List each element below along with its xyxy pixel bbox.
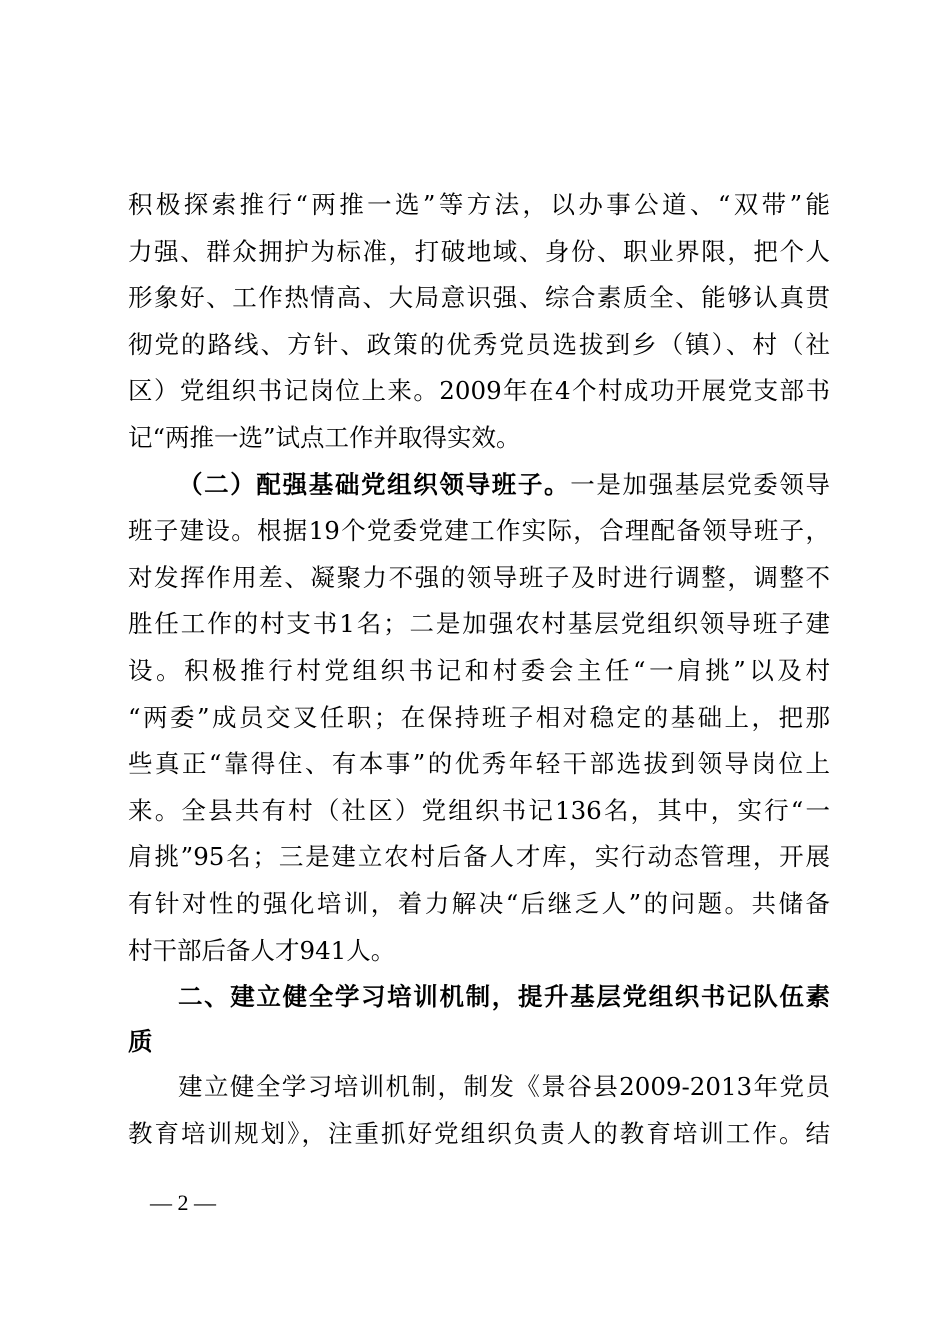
paragraph-2 xyxy=(128,462,830,975)
text-line: 记“两推一选”试点工作并取得实效。 xyxy=(128,422,521,452)
text-line: 有针对性的强化培训，着力解决“后继乏人”的问题。共储备 xyxy=(128,888,830,918)
text-line: 教育培训规划》，注重抓好党组织负责人的教育培训工作。结 xyxy=(128,1118,830,1148)
text-line: 肩挑”95名；三是建立农村后备人才库，实行动态管理，开展 xyxy=(128,842,830,872)
text-line: 班子建设。根据19个党委党建工作实际，合理配备领导班子， xyxy=(128,516,830,546)
document-body xyxy=(128,182,830,1157)
text-line: 形象好、工作热情高、大局意识强、综合素质全、能够认真贯 xyxy=(128,283,830,313)
text-line: 对发挥作用差、凝聚力不强的领导班子及时进行调整，调整不 xyxy=(128,562,830,592)
text-line: 建立健全学习培训机制，制发《景谷县2009-2013年党员 xyxy=(178,1072,830,1102)
text-line: 胜任工作的村支书1名；二是加强农村基层党组织领导班子建 xyxy=(128,609,830,639)
page-number: — 2 — xyxy=(150,1190,216,1215)
paragraph-1 xyxy=(128,182,830,462)
text-line: “两委”成员交叉任职；在保持班子相对稳定的基础上，把那 xyxy=(128,702,830,732)
text-line: 力强、群众拥护为标准，打破地域、身份、职业界限，把个人 xyxy=(128,236,830,266)
text-line xyxy=(128,462,830,509)
text-span: 一是加强基层党委领导 xyxy=(570,469,830,499)
text-line: 些真正“靠得住、有本事”的优秀年轻干部选拔到领导岗位上 xyxy=(128,749,830,779)
paragraph-3 xyxy=(128,1064,830,1157)
text-line: 积极探索推行“两推一选”等方法，以办事公道、“双带”能 xyxy=(128,190,830,219)
text-line: 彻党的路线、方针、政策的优秀党员选拔到乡（镇）、村（社 xyxy=(128,329,830,359)
heading-line: 二、建立健全学习培训机制，提升基层党组织书记队伍素 xyxy=(178,982,830,1012)
heading-line: 质 xyxy=(128,1027,153,1057)
subsection-title: （二）配强基础党组织领导班子。 xyxy=(178,469,571,499)
section-heading xyxy=(128,974,830,1064)
text-line: 来。全县共有村（社区）党组织书记136名，其中，实行“一 xyxy=(128,795,830,825)
text-line: 区）党组织书记岗位上来。2009年在4个村成功开展党支部书 xyxy=(128,376,830,406)
text-line: 设。积极推行村党组织书记和村委会主任“一肩挑”以及村 xyxy=(128,655,830,685)
text-line: 村干部后备人才941人。 xyxy=(128,935,396,965)
